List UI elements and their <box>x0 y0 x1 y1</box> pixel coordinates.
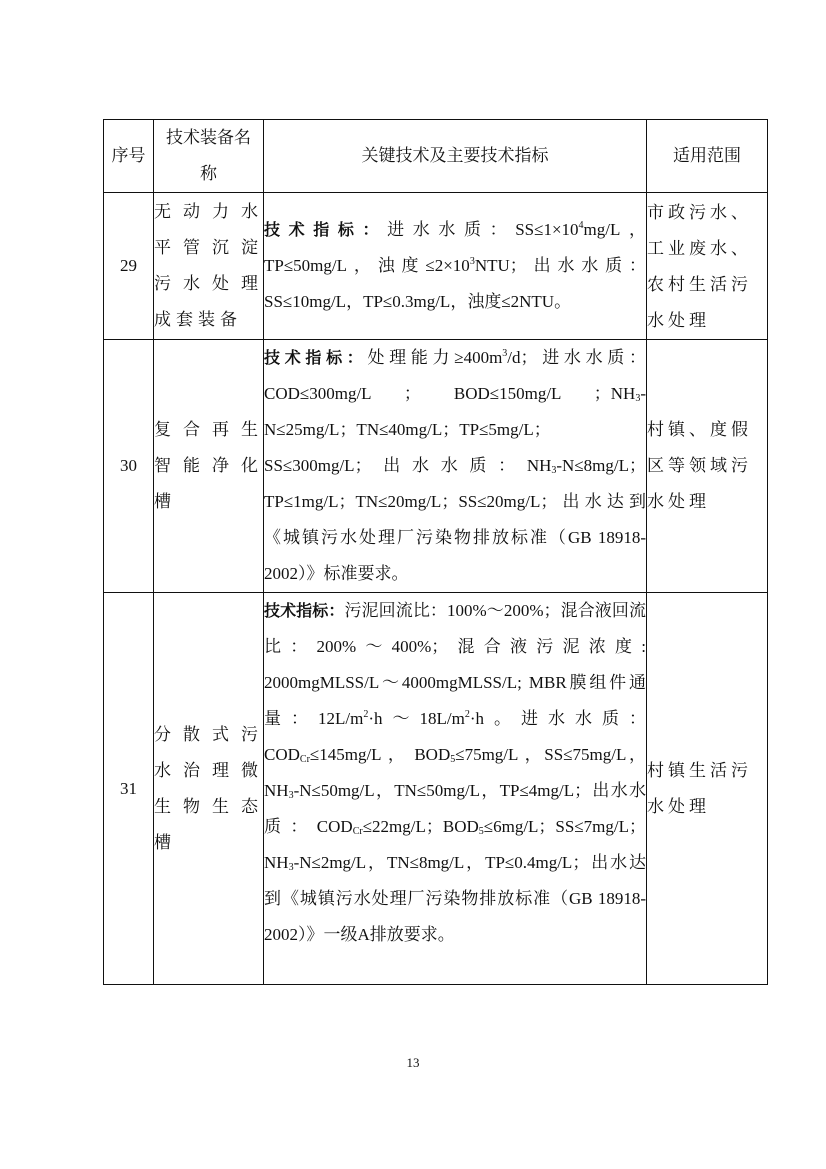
header-key-technology: 关键技术及主要技术指标 <box>264 120 647 193</box>
indicator-label: 技术指标： <box>264 348 368 367</box>
application-scope: 村镇、度假区等领域污水处理 <box>647 340 768 593</box>
equipment-name: 分散式污水治理微生物生态槽 <box>154 593 264 985</box>
header-serial-number: 序号 <box>104 120 154 193</box>
technical-indicators: 技术指标：进水水质：$SS\le 1\times 10^4mg/L$，TP≤50mg/L，浊度$\le 2\times 10^3NTU$；出水水质：SS≤10mg/L，TP≤0.3mg/L，浊度≤2NTU。 <box>264 193 647 340</box>
technical-indicators: 技术指标：处理能力$\ge 400m^3/d$；进水水质：COD≤300mg/L ； BOD≤150mg/L ；$NH_3-N\le 25mg/L$；TN≤40mg/L；TP≤5mg/L；SS≤300mg/L；出水水质：$NH_3-N\le 8mg/L$；TP≤1mg/L；TN≤20mg/L；SS≤20mg/L；出水达到《城镇污水处理厂污染物排放标准（GB 18918-2002）》标准要求。 <box>264 340 647 593</box>
equipment-name: 无动力水平管沉淀污水处理成套装备 <box>154 193 264 340</box>
row-number: 31 <box>104 593 154 985</box>
header-equipment-name: 技术装备名称 <box>154 120 264 193</box>
indicator-label: 技术指标： <box>264 220 388 239</box>
page-number: 13 <box>406 1055 420 1070</box>
row-number: 29 <box>104 193 154 340</box>
table-row <box>104 340 768 593</box>
application-scope: 村镇生活污水处理 <box>647 593 768 985</box>
technical-indicators: 技术指标：污泥回流比：100%～200%；混合液回流比：200%～400%；混合液污泥浓度: 2000mgMLSS/L～4000mgMLSS/L; MBR膜组件通量：$12L/m^2\cdot h\sim 18L/m^2\cdot h$。进水水质： $COD_{Cr}\le 145mg/L$ ， $BOD_5\le 75mg/L$ ，SS≤75mg/L，$NH_3-N\le 50mg/L$，TN≤50mg/L，TP≤4mg/L；出水水质：$COD_{Cr}\le 22mg/L$；$BOD_5\le 6mg/L$；SS≤7mg/L；$NH_3-N\le 2mg/L$，TN≤8mg/L，TP≤0.4mg/L；出水达到《城镇污水处理厂污染物排放标准（GB 18918-2002）》一级A排放要求。 <box>264 593 647 985</box>
row-number: 30 <box>104 340 154 593</box>
equipment-table <box>103 119 768 985</box>
table-row <box>104 193 768 340</box>
header-application-scope: 适用范围 <box>647 120 768 193</box>
table-header-row <box>104 120 768 193</box>
indicator-label: 技术指标： <box>264 601 345 620</box>
application-scope: 市政污水、工业废水、农村生活污水处理 <box>647 193 768 340</box>
table-row <box>104 593 768 985</box>
equipment-name: 复合再生智能净化槽 <box>154 340 264 593</box>
